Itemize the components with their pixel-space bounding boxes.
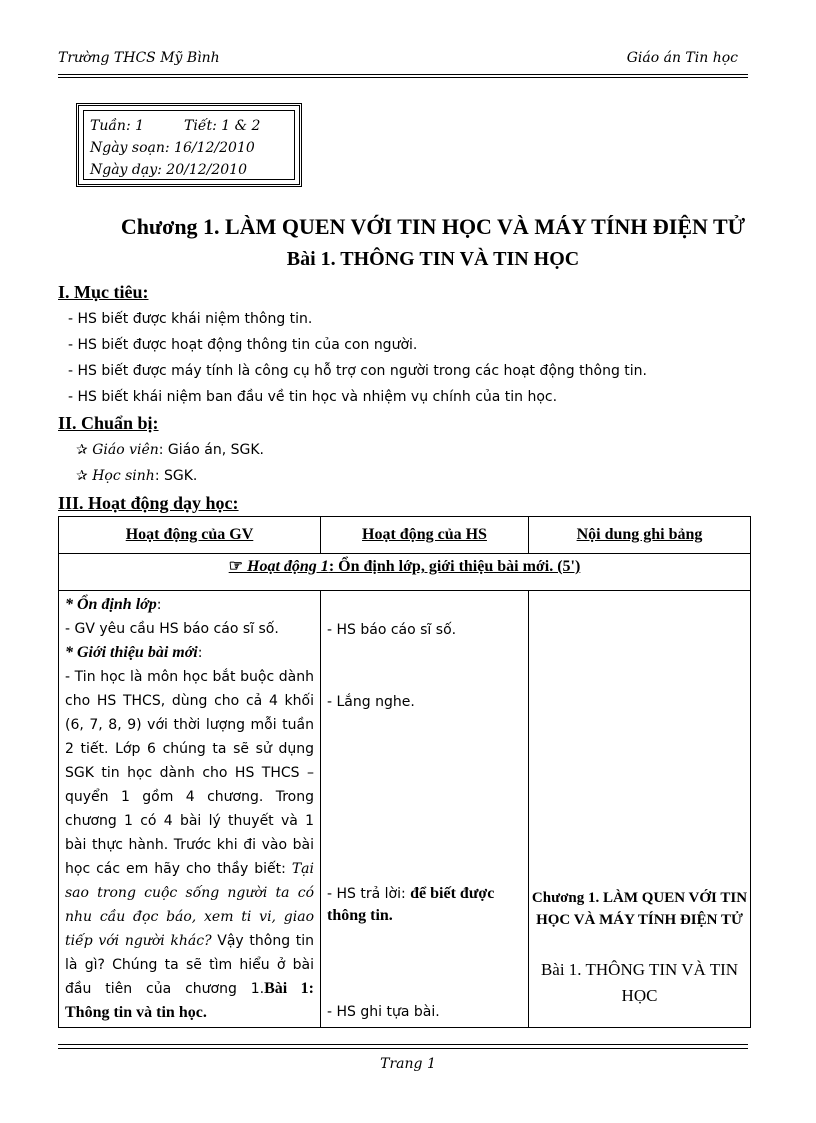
board-lesson: Bài 1. THÔNG TIN VÀ TIN HỌC: [540, 960, 739, 1005]
objective-item: - HS biết được khái niệm thông tin.: [68, 311, 313, 327]
page-number: Trang 1: [380, 1056, 436, 1072]
hs-answer-3: - HS trả lời: để biết được thông tin.: [327, 885, 495, 924]
school-name: Trường THCS Mỹ Bình: [58, 50, 220, 66]
pointer-icon: ☞: [228, 558, 244, 575]
period-label: Tiết: 1 & 2: [184, 118, 261, 134]
header-gv: Hoạt động của GV: [59, 517, 321, 554]
header-rule-2: [58, 77, 748, 78]
prep-student: ✰ Học sinh: SGK.: [76, 468, 198, 484]
lesson-title: Bài 1. THÔNG TIN VÀ TIN HỌC: [286, 248, 580, 270]
activities-table: [58, 516, 751, 1028]
board-content: [529, 591, 751, 1028]
header-hs: Hoạt động của HS: [321, 517, 529, 554]
week-label: Tuần: 1: [90, 118, 145, 134]
teach-date: Ngày dạy: 20/12/2010: [90, 162, 247, 178]
objectives-list: [68, 306, 647, 410]
hs-answer-2: - Lắng nghe.: [327, 694, 415, 710]
header-board: Nội dung ghi bảng: [529, 517, 751, 554]
gv-activities: * Ổn định lớp: - GV yêu cầu HS báo cáo sĩ số. * Giới thiệu bài mới: - Tin học là môn học bắt buộc dành cho HS THCS, dùng cho cả 4 khối (6, 7, 8, 9) với thời lượng mỗi tuần 2 tiết. Lớp 6 chúng ta sẽ sử dụng SGK tin học dành cho HS THCS – quyển 1 gồm 4 chương. Trong chương 1 có 4 bài lý thuyết và 1 bài thực hành. Trước khi đi vào bài học các em hãy cho thầy biết: Tại sao trong cuộc sống người ta có nhu cầu đọc báo, xem ti vi, giao tiếp với người khác? Vậy thông tin là gì? Chúng ta sẽ tìm hiểu ở bài đầu tiên của chương 1.Bài 1: Thông tin và tin học.: [59, 591, 321, 1028]
section-activities: III. Hoạt động dạy học:: [58, 493, 239, 513]
header-rule: [58, 74, 748, 75]
chapter-title: Chương 1. LÀM QUEN VỚI TIN HỌC VÀ MÁY TÍNH ĐIỆN TỬ: [120, 214, 746, 239]
activity-1-row: ☞ Hoạt động 1: Ổn định lớp, giới thiệu bài mới. (5'): [59, 554, 751, 591]
prep-date: Ngày soạn: 16/12/2010: [90, 140, 255, 156]
lesson-info-box: [76, 103, 302, 187]
footer-rule-2: [58, 1048, 748, 1049]
section-preparation: II. Chuẩn bị:: [58, 413, 159, 433]
objective-item: - HS biết khái niệm ban đầu về tin học và nhiệm vụ chính của tin học.: [68, 389, 558, 405]
objective-item: - HS biết được hoạt động thông tin của con người.: [68, 337, 418, 353]
section-objectives: I. Mục tiêu:: [58, 282, 149, 302]
hs-answer-4: - HS ghi tựa bài.: [327, 1004, 440, 1020]
page-header: [58, 50, 740, 66]
star-icon: ✰: [76, 442, 88, 458]
hs-answer-1: - HS báo cáo sĩ số.: [327, 622, 457, 638]
objective-item: - HS biết được máy tính là công cụ hỗ trợ con người trong các hoạt động thông tin.: [68, 363, 647, 379]
board-chapter: Chương 1. LÀM QUEN VỚI TIN HỌC VÀ MÁY TÍNH ĐIỆN TỬ: [531, 890, 748, 928]
star-icon: ✰: [76, 468, 88, 484]
subject-name: Giáo án Tin học: [626, 50, 738, 66]
footer-rule: [58, 1044, 748, 1045]
preparation-list: [76, 437, 264, 489]
hs-activities: [321, 591, 529, 1028]
prep-teacher: ✰ Giáo viên: Giáo án, SGK.: [76, 442, 264, 458]
